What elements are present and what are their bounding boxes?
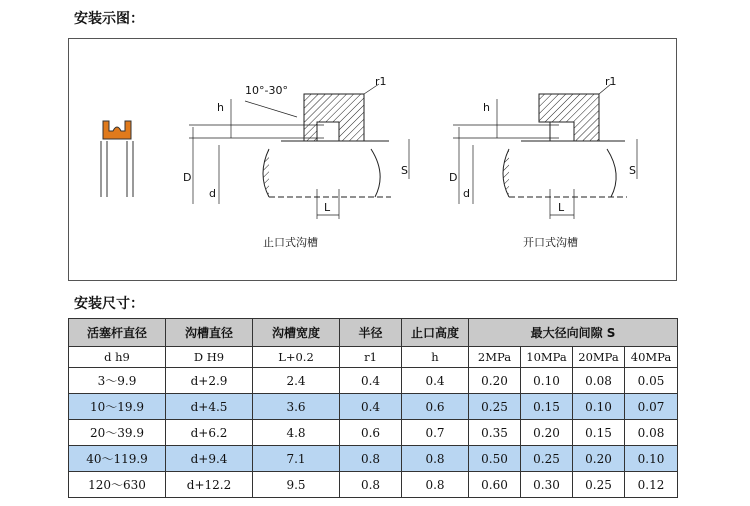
- table-cell: 0.10: [521, 368, 573, 394]
- table-cell: 0.07: [625, 394, 678, 420]
- header-rod-diameter: 活塞杆直径: [69, 319, 166, 347]
- table-cell: 120～630: [69, 472, 166, 498]
- radius-label-2: r1: [605, 75, 617, 88]
- install-diagram-svg: [69, 39, 678, 282]
- table-cell: 0.8: [340, 446, 402, 472]
- subheader-cell: 2MPa: [469, 347, 521, 368]
- table-cell: 20～39.9: [69, 420, 166, 446]
- table-cell: 0.08: [625, 420, 678, 446]
- table-cell: 0.8: [340, 472, 402, 498]
- angle-label: 10°-30°: [245, 84, 288, 97]
- table-cell: 0.25: [573, 472, 625, 498]
- table-cell: 0.10: [573, 394, 625, 420]
- table-cell: d+6.2: [166, 420, 253, 446]
- header-groove-diameter: 沟槽直径: [166, 319, 253, 347]
- table-row: [69, 446, 678, 472]
- h-label-2: h: [483, 101, 490, 114]
- table-cell: 0.8: [402, 446, 469, 472]
- D-label-2: D: [449, 171, 458, 184]
- table-cell: 2.4: [253, 368, 340, 394]
- table-cell: 0.25: [469, 394, 521, 420]
- header-groove-width: 沟槽宽度: [253, 319, 340, 347]
- table-cell: 0.60: [469, 472, 521, 498]
- D-label-1: D: [183, 171, 192, 184]
- table-cell: 0.20: [573, 446, 625, 472]
- table-cell: 0.20: [469, 368, 521, 394]
- header-radius: 半径: [340, 319, 402, 347]
- subheader-cell: D H9: [166, 347, 253, 368]
- caption-stop-groove: 止口式沟槽: [263, 236, 318, 249]
- table-cell: 0.25: [521, 446, 573, 472]
- subheader-cell: 20MPa: [573, 347, 625, 368]
- table-cell: d+9.4: [166, 446, 253, 472]
- table-cell: 0.05: [625, 368, 678, 394]
- table-cell: 0.4: [340, 394, 402, 420]
- subheader-cell: 10MPa: [521, 347, 573, 368]
- table-row: [69, 368, 678, 394]
- table-row: [69, 420, 678, 446]
- table-cell: 7.1: [253, 446, 340, 472]
- S-label-1: S: [401, 164, 408, 177]
- table-cell: 0.15: [573, 420, 625, 446]
- radius-label-1: r1: [375, 75, 387, 88]
- table-cell: 0.30: [521, 472, 573, 498]
- subheader-cell: r1: [340, 347, 402, 368]
- table-cell: 0.10: [625, 446, 678, 472]
- table-cell: 3.6: [253, 394, 340, 420]
- subheader-cell: h: [402, 347, 469, 368]
- table-header-row: [69, 319, 678, 347]
- install-diagram-title: 安装示图：: [74, 11, 144, 27]
- table-cell: 0.20: [521, 420, 573, 446]
- table-cell: 4.8: [253, 420, 340, 446]
- table-cell: 9.5: [253, 472, 340, 498]
- table-cell: 3～9.9: [69, 368, 166, 394]
- table-cell: 0.08: [573, 368, 625, 394]
- table-cell: 0.35: [469, 420, 521, 446]
- d-label-2: d: [463, 187, 470, 200]
- L-label-2: L: [558, 201, 565, 214]
- table-subheader-row: [69, 347, 678, 368]
- S-label-2: S: [629, 164, 636, 177]
- table-cell: 0.8: [402, 472, 469, 498]
- table-cell: d+4.5: [166, 394, 253, 420]
- seal-profile: [101, 121, 133, 197]
- table-row: [69, 472, 678, 498]
- table-cell: 0.4: [340, 368, 402, 394]
- table-cell: 0.6: [340, 420, 402, 446]
- table-cell: d+12.2: [166, 472, 253, 498]
- install-size-title: 安装尺寸：: [74, 296, 144, 312]
- install-diagram-frame: [68, 38, 677, 281]
- d-label-1: d: [209, 187, 216, 200]
- L-label-1: L: [324, 201, 331, 214]
- table-row: [69, 394, 678, 420]
- table-cell: 0.50: [469, 446, 521, 472]
- header-stop-height: 止口高度: [402, 319, 469, 347]
- table-cell: 40～119.9: [69, 446, 166, 472]
- install-size-table: [68, 318, 678, 498]
- subheader-cell: d h9: [69, 347, 166, 368]
- groove-diagram-open: [453, 84, 637, 219]
- table-cell: d+2.9: [166, 368, 253, 394]
- table-cell: 10～19.9: [69, 394, 166, 420]
- header-max-radial-gap: 最大径向间隙 S: [469, 319, 678, 347]
- table-cell: 0.12: [625, 472, 678, 498]
- table-cell: 0.7: [402, 420, 469, 446]
- subheader-cell: 40MPa: [625, 347, 678, 368]
- subheader-cell: L+0.2: [253, 347, 340, 368]
- caption-open-groove: 开口式沟槽: [523, 236, 578, 249]
- table-cell: 0.4: [402, 368, 469, 394]
- table-cell: 0.6: [402, 394, 469, 420]
- table-cell: 0.15: [521, 394, 573, 420]
- h-label-1: h: [217, 101, 224, 114]
